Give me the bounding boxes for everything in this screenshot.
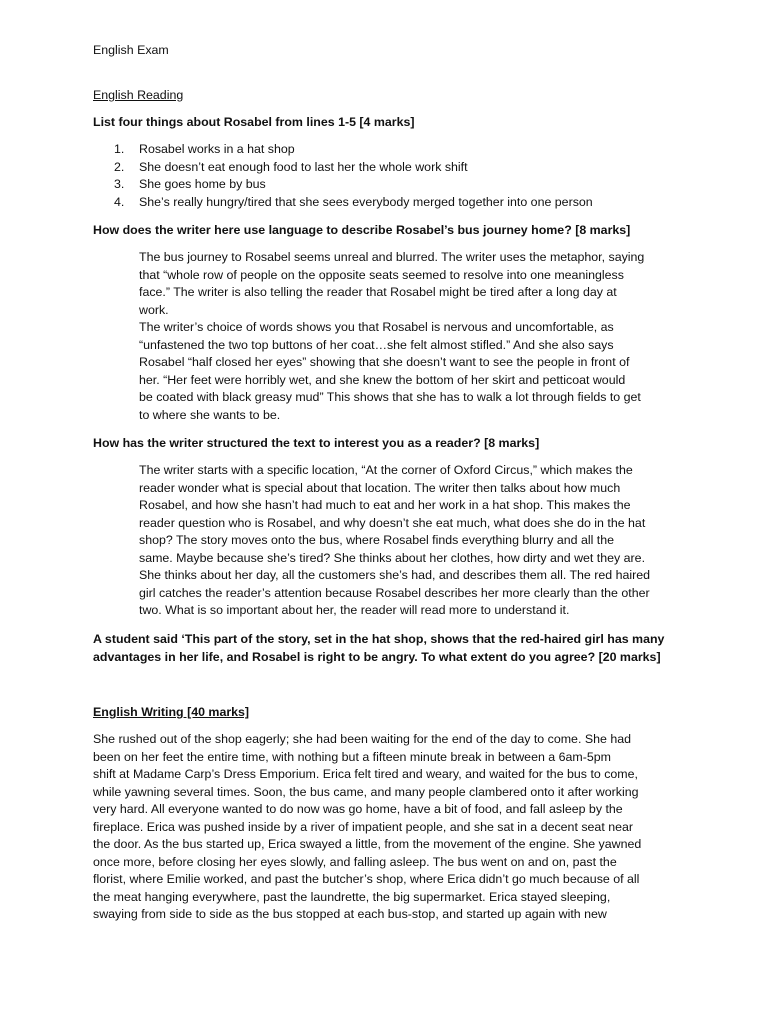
answer-line: reader wonder what is special about that location. The writer then talks about how much xyxy=(139,480,621,495)
body-line: while yawning several times. Soon, the bus came, and many people clambered onto it after working xyxy=(93,784,639,799)
answer-line: two. What is so important about her, the reader will read more to understand it. xyxy=(139,603,570,617)
answer-line: face.” The writer is also telling the reader that Rosabel might be tired after a long day at xyxy=(139,285,617,299)
body-line: swaying from side to side as the bus stopped at each bus-stop, and started up again with new xyxy=(93,907,607,921)
question-line: A student said ‘This part of the story, set in the hat shop, shows that the red-haired girl has many xyxy=(93,632,665,646)
body-line: the meat hanging everywhere, past the laundrette, the big supermarket. Erica stayed sleeping, xyxy=(93,889,611,904)
body-line: the door. As the bus started up, Erica swayed a little, from the movement of the engine. She yawned xyxy=(93,837,642,851)
answer-line: The bus journey to Rosabel seems unreal and blurred. The writer uses the metaphor, saying xyxy=(139,250,645,264)
body-line: once more, before closing her eyes slowly, and falling asleep. The bus went on and on, past the xyxy=(93,854,617,869)
body-line: been on her feet the entire time, with nothing but a fifteen minute break in between a 6am-5pm xyxy=(93,749,611,764)
document-page: English Exam English Reading List four things about Rosabel from lines 1-5 [4 marks] 1. Rosabel works in a hat shop 2. She doesn’t eat enough food to last her the whole work shift 3. She goes home by bus 4. She’s really hungry/tired that she sees everybody merged together into one person How does the writer here use language to describe Rosabel’s bus journey home? [8 marks] The bus journey to Rosabel seems unreal and blurred. The writer uses the metaphor, saying that “whole row of people on the opposite seats seemed to resolve into one meaningless face.” The writer is also telling the reader that Rosabel might be tired after a long day at work. The writer’s choice of words shows you that Rosabel is nervous and uncomfortable, as “unfastened the two top buttons of her coat…she felt almost stifled.” And she also says Rosabel “half closed her eyes” showing that she doesn’t want to see the people in front of her. “Her feet were horribly wet, and she knew the bottom of her skirt and petticoat would be coated with black greasy mud” This shows that she has to walk a lot through fields to get to where she wants to be. How has the writer structured the text to interest you as a reader? [8 marks] The writer starts with a specific location, “At the corner of Oxford Circus,” which makes the reader wonder what is special about that location. The writer then talks about how much Rosabel, and how she hasn’t had much to eat and her work in a hat shop. This makes the reader question who is Rosabel, and why doesn’t she eat much, what does she do in the hat shop? The story moves onto the bus, where Rosabel finds everything blurry and all the same. Maybe because she’s tired? She thinks about her clothes, how dirty and wet they are. She thinks about her day, all the customers she’s had, and describes them all. The red haired girl catches the reader’s attention because Rosabel describes her more clearly than the other two. What is so important about her, the reader will read more to understand it. A student said ‘This part of the story, set in the hat shop, shows that the red-haired girl has many advantages in her life, and Rosabel is right to be angry. To what extent do you agree? [20 marks] English Writing [40 marks] She rushed out of the shop eagerly; she had been waiting for the end of the day to come. She had been on her feet the entire time, with nothing but a fifteen minute break in between a 6am-5pm shift at Madame Carp’s Dress Emporium. Erica felt tired and weary, and waited for the bus to come, while yawning several times. Soon, the bus came, and many people clambered onto it after working very hard. All everyone wanted to do now was go home, have a bit of food, and fall asleep by the fireplace. Erica was pushed inside by a river of impatient people, and she sat in a decent seat near the door. As the bus started up, Erica swayed a little, from the movement of the engine. She yawned once more, before closing her eyes slowly, and falling asleep. The bus went on and on, past the florist, where Emilie worked, and past the butcher’s shop, where Erica didn’t go much because of all the meat hanging everywhere, past the laundrette, the big supermarket. Erica stayed sleeping, swaying from side to side as the bus stopped at each bus-stop, and started up again with new xyxy=(0,0,768,1024)
answer-line: her. “Her feet were horribly wet, and she knew the bottom of her skirt and petticoat would xyxy=(139,372,626,387)
answer-line: Rosabel “half closed her eyes” showing that she doesn’t want to see the people in front of xyxy=(139,355,630,369)
answer-line: She thinks about her day, all the customers she’s had, and describes them all. The red haired xyxy=(139,568,651,582)
body-line: fireplace. Erica was pushed inside by a river of impatient people, and she sat in a decent seat near xyxy=(93,819,633,834)
question-2: How does the writer here use language to describe Rosabel’s bus journey home? [8 marks] xyxy=(93,223,631,237)
writing-heading: English Writing [40 marks] xyxy=(93,705,250,719)
body-line: florist, where Emilie worked, and past the butcher’s shop, where Erica didn’t go much because of all xyxy=(93,872,640,886)
answer-line: The writer’s choice of words shows you that Rosabel is nervous and uncomfortable, as xyxy=(139,320,614,334)
document-header: English Exam xyxy=(93,43,169,57)
answer-line: shop? The story moves onto the bus, where Rosabel finds everything blurry and all the xyxy=(139,533,615,547)
body-line: shift at Madame Carp’s Dress Emporium. Erica felt tired and weary, and waited for the bus to come, xyxy=(93,767,638,781)
question-1: List four things about Rosabel from lines 1-5 [4 marks] xyxy=(93,115,415,129)
answer-line: girl catches the reader’s attention because Rosabel describes her more clearly than the other xyxy=(139,585,650,600)
answer-line: same. Maybe because she’s tired? She thinks about her clothes, how dirty and wet they are. xyxy=(139,550,646,565)
reading-heading: English Reading xyxy=(93,88,184,102)
body-line: She rushed out of the shop eagerly; she had been waiting for the end of the day to come. She had xyxy=(93,732,631,746)
question-line: advantages in her life, and Rosabel is right to be angry. To what extent do you agree? [20 marks] xyxy=(93,649,661,664)
question-3: How has the writer structured the text to interest you as a reader? [8 marks] xyxy=(93,436,540,450)
answer-line: reader question who is Rosabel, and why doesn’t she eat much, what does she do in the hat xyxy=(139,515,646,530)
answer-line: to where she wants to be. xyxy=(139,407,281,422)
answer-line: work. xyxy=(139,302,169,317)
answer-line: The writer starts with a specific location, “At the corner of Oxford Circus,” which makes the xyxy=(139,463,633,477)
body-line: very hard. All everyone wanted to do now was go home, have a bit of food, and fall asleep by the xyxy=(93,802,623,816)
answer-line: that “whole row of people on the opposite seats seemed to resolve into one meaningless xyxy=(139,267,624,282)
answer-line: “unfastened the two top buttons of her coat…she felt almost stifled.” And she also says xyxy=(139,337,614,352)
answer-line: be coated with black greasy mud” This shows that she has to walk a lot through fields to get xyxy=(139,390,641,404)
answer-line: Rosabel, and how she hasn’t had much to eat and her work in a hat shop. This makes the xyxy=(139,498,631,512)
